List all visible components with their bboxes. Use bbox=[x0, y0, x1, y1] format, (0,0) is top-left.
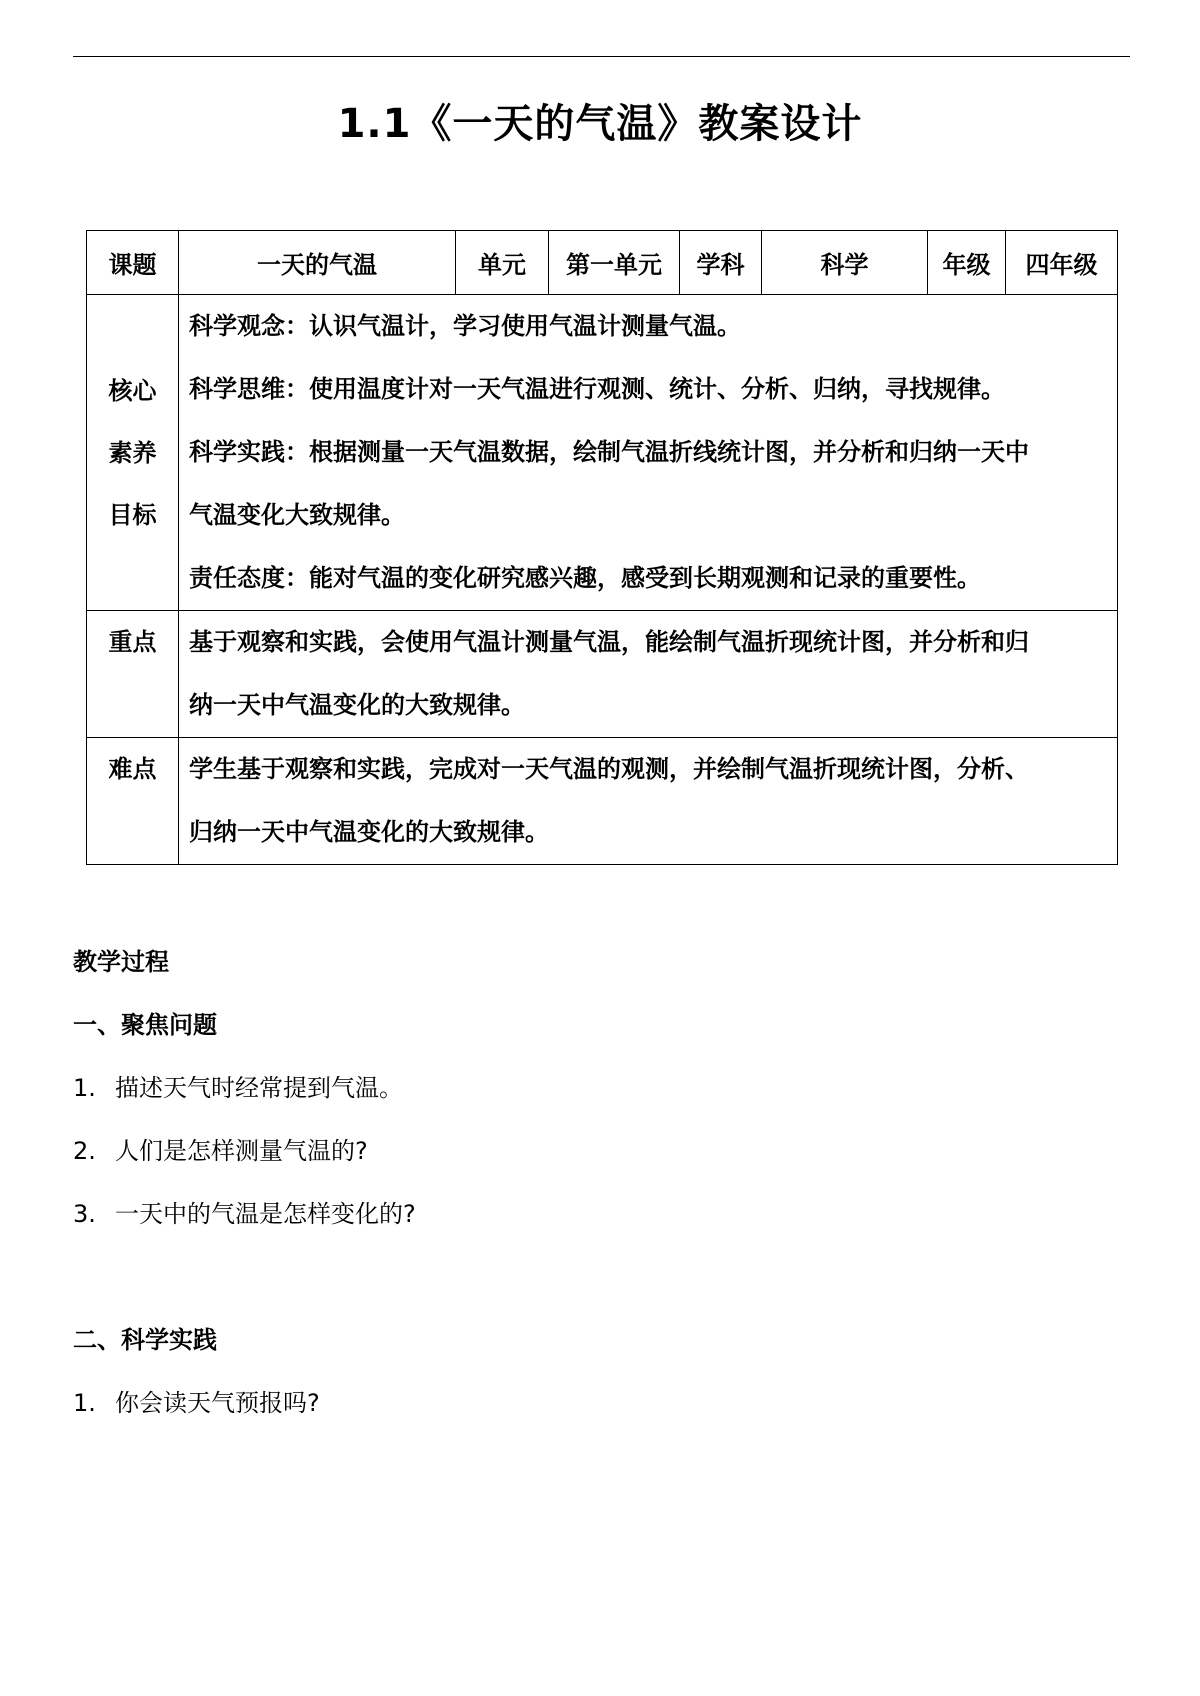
lesson-plan-table bbox=[86, 230, 1118, 865]
difficult-point-line: 归纳一天中气温变化的大致规律。 bbox=[189, 818, 549, 846]
goals-label-line: 目标 bbox=[108, 500, 157, 529]
goals-label-line: 素养 bbox=[108, 438, 157, 467]
topic-value: 一天的气温 bbox=[179, 231, 456, 295]
list-item-number: 2. bbox=[73, 1137, 96, 1165]
goal-line: 气温变化大致规律。 bbox=[189, 501, 405, 529]
header-rule bbox=[73, 56, 1130, 57]
key-point-line: 纳一天中气温变化的大致规律。 bbox=[189, 691, 525, 719]
list-item bbox=[73, 1383, 320, 1418]
list-item bbox=[73, 1068, 403, 1103]
grade-label: 年级 bbox=[928, 231, 1006, 295]
process-heading: 教学过程 bbox=[73, 948, 169, 976]
list-item-text: 描述天气时经常提到气温。 bbox=[115, 1074, 403, 1102]
key-points-content bbox=[179, 611, 1118, 738]
goals-label bbox=[87, 295, 179, 611]
list-item bbox=[73, 1131, 368, 1166]
document-title: 1.1《一天的气温》教案设计 bbox=[337, 101, 863, 147]
list-item-text: 一天中的气温是怎样变化的? bbox=[115, 1200, 416, 1228]
unit-value: 第一单元 bbox=[549, 231, 680, 295]
goals-row bbox=[87, 295, 1118, 611]
grade-value: 四年级 bbox=[1006, 231, 1118, 295]
list-item-text: 你会读天气预报吗? bbox=[115, 1389, 320, 1417]
goals-label-line: 核心 bbox=[108, 376, 157, 405]
difficult-points-row bbox=[87, 738, 1118, 865]
difficult-points-content bbox=[179, 738, 1118, 865]
key-points-row bbox=[87, 611, 1118, 738]
list-item-text: 人们是怎样测量气温的? bbox=[115, 1137, 368, 1165]
topic-label: 课题 bbox=[87, 231, 179, 295]
key-points-label: 重点 bbox=[87, 611, 179, 738]
difficult-point-line: 学生基于观察和实践，完成对一天气温的观测，并绘制气温折现统计图，分析、 bbox=[189, 755, 1029, 783]
subject-label: 学科 bbox=[680, 231, 762, 295]
difficult-points-label: 难点 bbox=[87, 738, 179, 865]
list-item-number: 1. bbox=[73, 1074, 96, 1102]
key-point-line: 基于观察和实践，会使用气温计测量气温，能绘制气温折现统计图，并分析和归 bbox=[189, 628, 1029, 656]
list-item bbox=[73, 1194, 416, 1229]
goal-line: 科学思维：使用温度计对一天气温进行观测、统计、分析、归纳，寻找规律。 bbox=[189, 375, 1005, 403]
section-practice-title: 二、科学实践 bbox=[73, 1326, 217, 1354]
table-header-row bbox=[87, 231, 1118, 295]
unit-label: 单元 bbox=[456, 231, 549, 295]
list-item-number: 1. bbox=[73, 1389, 96, 1417]
section-focus-title: 一、聚焦问题 bbox=[73, 1011, 217, 1039]
goal-line: 科学实践：根据测量一天气温数据，绘制气温折线统计图，并分析和归纳一天中 bbox=[189, 438, 1029, 466]
subject-value: 科学 bbox=[762, 231, 928, 295]
goal-line: 科学观念：认识气温计，学习使用气温计测量气温。 bbox=[189, 312, 741, 340]
goals-content bbox=[179, 295, 1118, 611]
goal-line: 责任态度：能对气温的变化研究感兴趣，感受到长期观测和记录的重要性。 bbox=[189, 564, 981, 592]
list-item-number: 3. bbox=[73, 1200, 96, 1228]
